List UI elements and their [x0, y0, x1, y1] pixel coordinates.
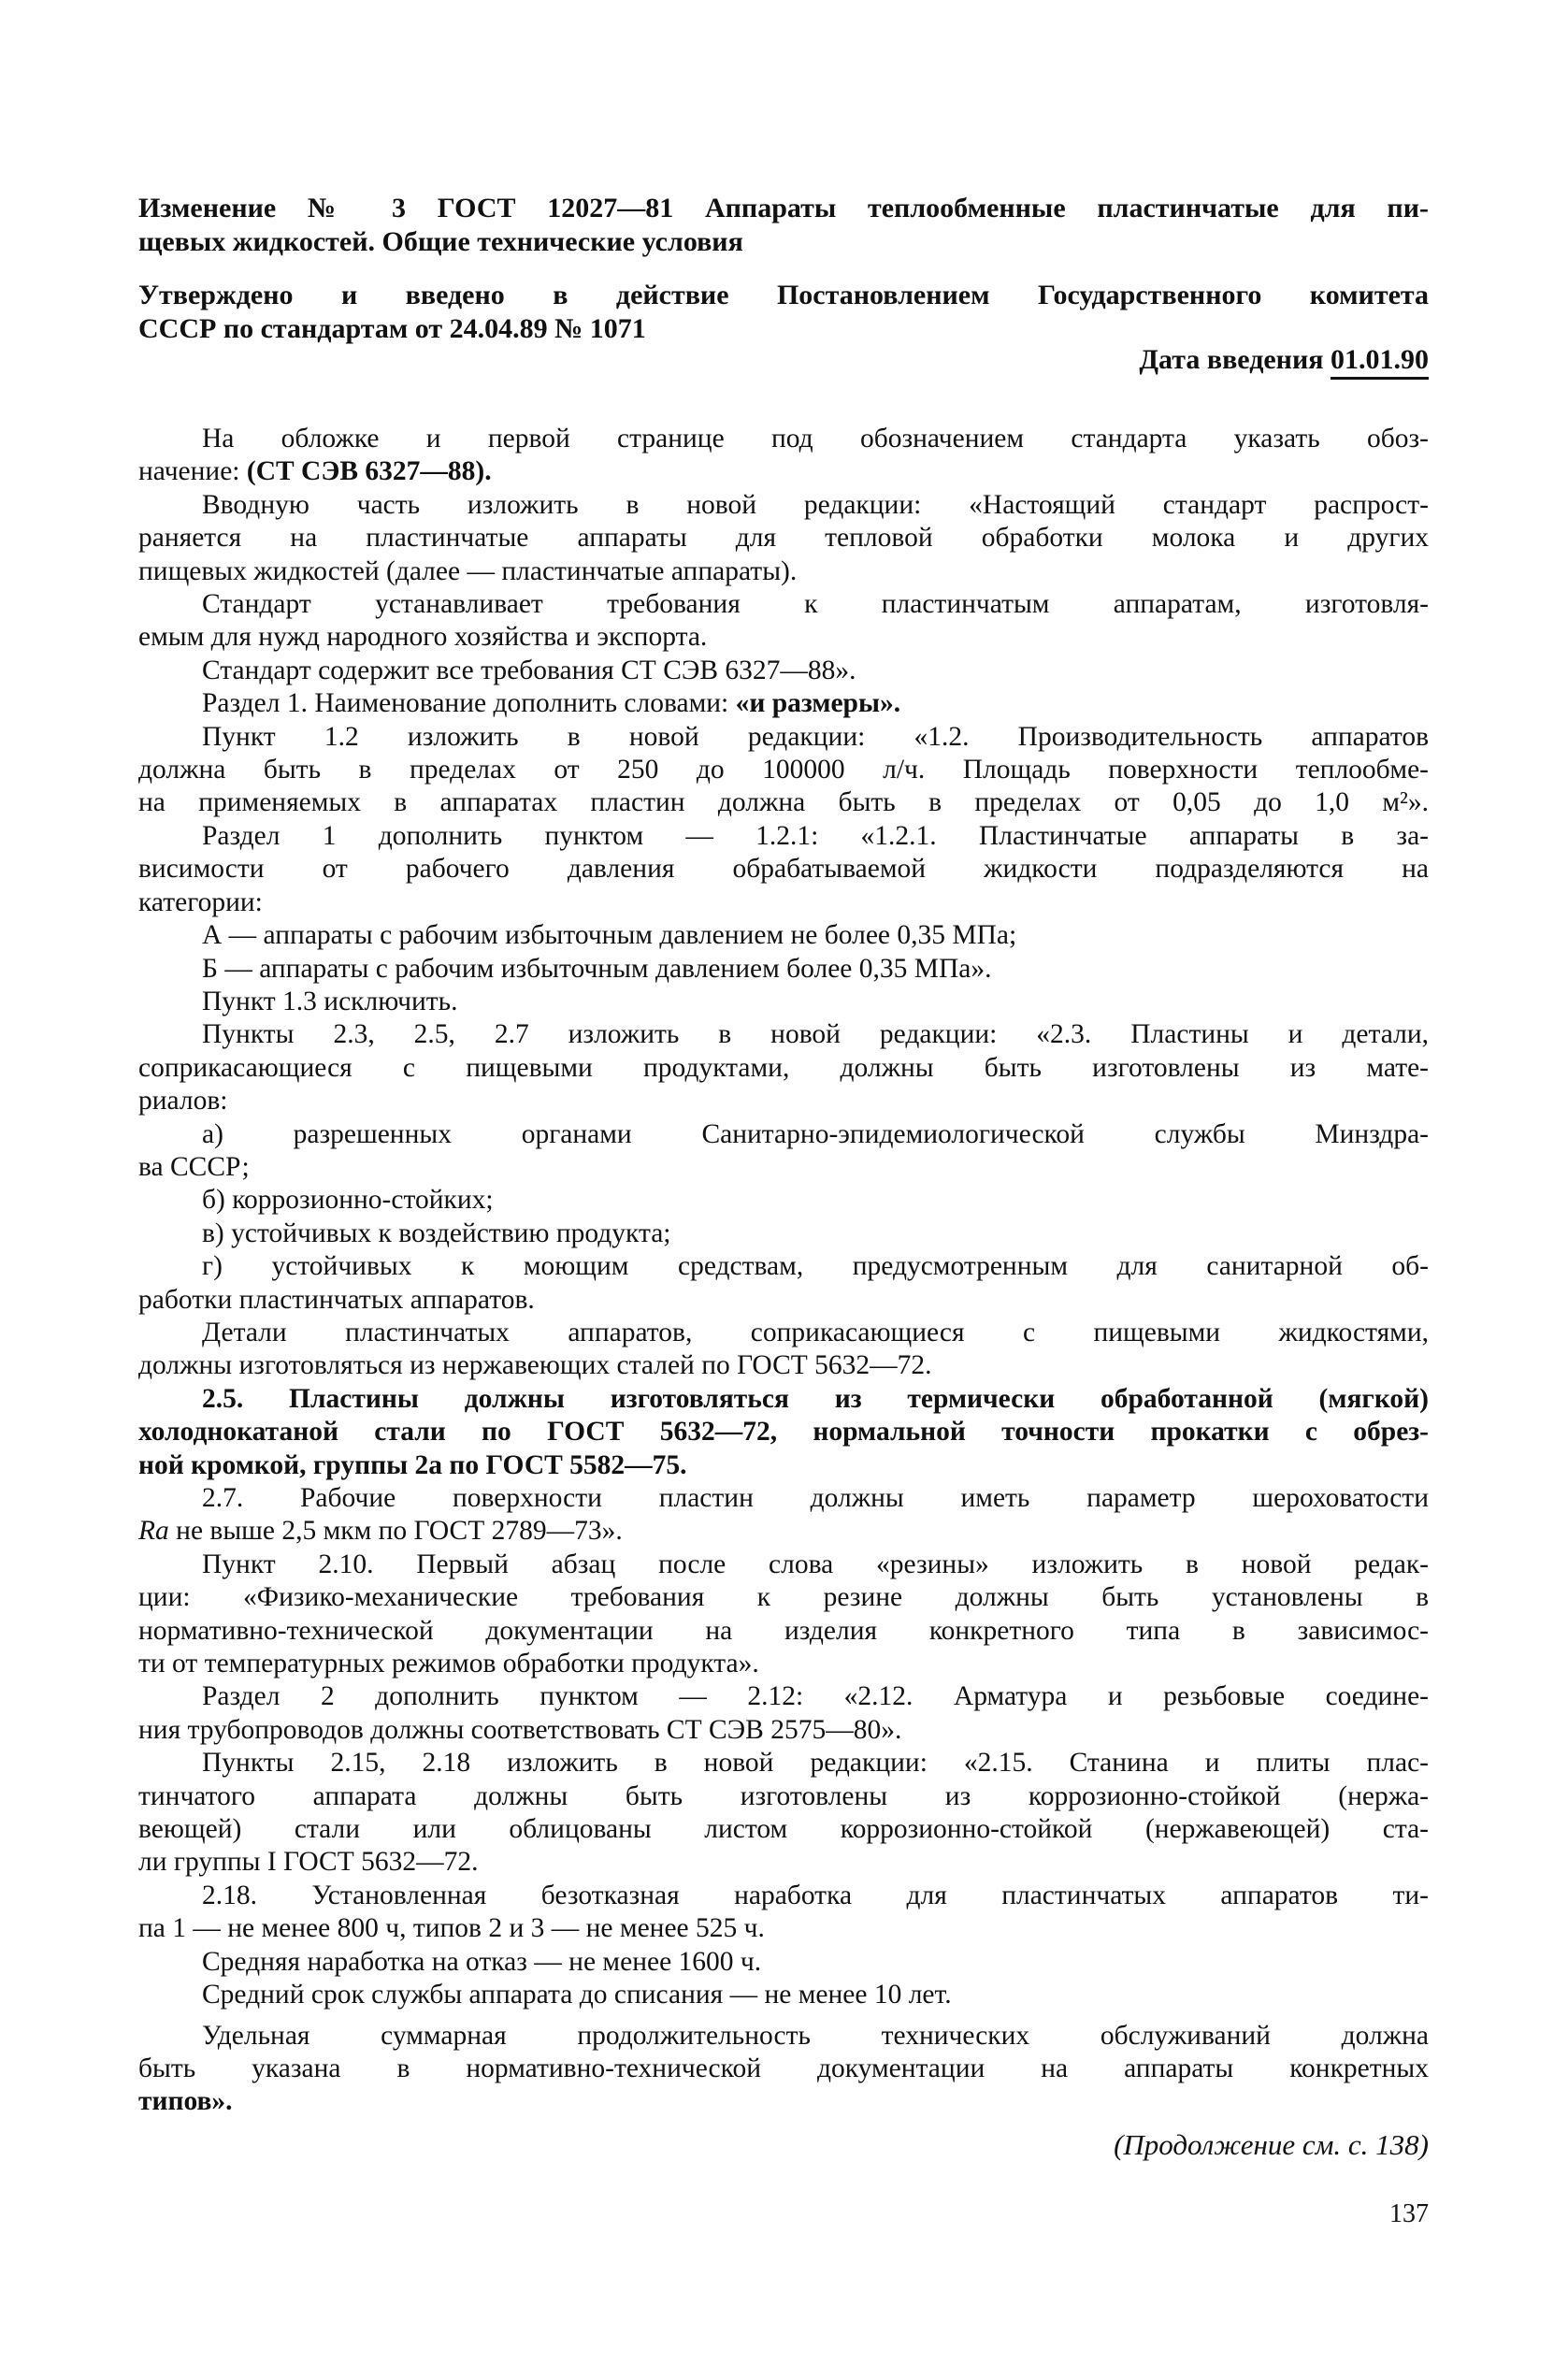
text-line — [138, 1680, 1429, 1713]
text-line — [138, 1449, 1429, 1482]
text-line — [138, 621, 1429, 654]
paragraph — [138, 820, 1429, 919]
text-line — [138, 655, 1429, 687]
text-segment: Пункт 2.10. Первый абзац после слова «резины» изложить в новой редак- — [202, 1549, 1429, 1579]
text-line — [138, 1780, 1429, 1813]
text-line — [138, 1581, 1429, 1614]
text-line — [138, 423, 1429, 455]
paragraph — [138, 919, 1429, 952]
text-line — [138, 919, 1429, 952]
text-segment: пищевых жидкостей (далее — пластинчатые аппараты). — [138, 555, 798, 586]
text-line — [138, 1317, 1429, 1349]
paragraph — [138, 655, 1429, 687]
text-segment: г) устойчивых к моющим средствам, предусмотренным для санитарной об- — [202, 1251, 1429, 1282]
paragraph — [138, 1018, 1429, 1117]
text-line — [138, 853, 1429, 886]
text-line — [138, 2085, 1429, 2118]
text-line — [138, 1250, 1429, 1283]
text-segment: Средняя наработка на отказ — не менее 1600 ч. — [202, 1946, 762, 1977]
text-line — [138, 1284, 1429, 1317]
text-line — [138, 1880, 1429, 1912]
text-line — [138, 820, 1429, 853]
text-segment: ной кромкой, группы 2а по ГОСТ 5582—75. — [138, 1449, 687, 1480]
text-segment: Пункт 1.2 изложить в новой редакции: «1.2. Производительность аппаратов — [202, 721, 1429, 752]
text-segment: Ra — [138, 1516, 169, 1547]
title-line: щевых жидкостей. Общие технические условия — [138, 226, 743, 257]
text-segment: 2.18. Установленная безотказная наработка для пластинчатых аппаратов ти- — [202, 1880, 1429, 1910]
text-line — [138, 1482, 1429, 1515]
text-segment: Стандарт содержит все требования СТ СЭВ 6327—88». — [202, 655, 856, 685]
text-segment: А — аппараты с рабочим избыточным давлением не более 0,35 МПа; — [202, 920, 1017, 951]
paragraph — [138, 687, 1429, 720]
text-line — [138, 687, 1429, 720]
text-segment: риалов: — [138, 1086, 228, 1117]
text-line — [138, 455, 1429, 488]
text-segment: На обложке и первой странице под обозначением стандарта указать обоз- — [202, 424, 1429, 454]
text-segment: работки пластинчатых аппаратов. — [138, 1284, 535, 1315]
paragraph — [138, 1549, 1429, 1681]
paragraph — [138, 1218, 1429, 1250]
text-segment: Пункт 1.3 исключить. — [202, 986, 458, 1016]
paragraph — [138, 1383, 1429, 1482]
text-line — [138, 1648, 1429, 1680]
text-line — [138, 1846, 1429, 1879]
paragraph — [138, 1680, 1429, 1747]
text-segment: Б — аппараты с рабочим избыточным давлением более 0,35 МПа». — [202, 953, 992, 984]
text-line — [138, 754, 1429, 786]
continuation-note: (Продолжение см. с. 138) — [1114, 2128, 1429, 2161]
paragraph — [138, 1184, 1429, 1217]
text-segment: раняется на пластинчатые аппараты для тепловой обработки молока и других — [138, 523, 1429, 554]
text-segment: б) коррозионно-стойких; — [202, 1185, 494, 1216]
date-label: Дата введения — [1139, 344, 1331, 375]
text-segment: Удельная суммарная продолжительность технических обслуживаний должна — [202, 2020, 1429, 2051]
text-line — [138, 522, 1429, 555]
text-segment: висимости от рабочего давления обрабатываемой жидкости подразделяются на — [138, 854, 1429, 885]
text-segment: категории: — [138, 886, 263, 917]
paragraph — [138, 1747, 1429, 1880]
approval-line: СССР по стандартам от 24.04.89 № 1071 — [138, 313, 646, 344]
text-line — [138, 2020, 1429, 2053]
title-line: Изменение № 3 ГОСТ 12027—81 Аппараты теплообменные пластинчатые для пи- — [138, 193, 1429, 223]
text-line — [138, 1747, 1429, 1779]
text-line — [138, 1349, 1429, 1382]
text-segment: Средний срок службы аппарата до списания — не менее 10 лет. — [202, 1980, 952, 2010]
text-line — [138, 721, 1429, 754]
text-line — [138, 1383, 1429, 1416]
text-segment: начение: — [138, 456, 247, 487]
text-line — [138, 555, 1429, 588]
text-line — [138, 1018, 1429, 1051]
text-line — [138, 886, 1429, 919]
text-segment: должна быть в пределах от 250 до 100000 л/ч. Площадь поверхности теплообме- — [138, 755, 1429, 785]
text-segment: Детали пластинчатых аппаратов, соприкасающиеся с пищевыми жидкостями, — [202, 1317, 1429, 1347]
text-line — [138, 1714, 1429, 1747]
text-line — [138, 1515, 1429, 1548]
text-segment: на применяемых в аппаратах пластин должна быть в пределах от 0,05 до 1,0 м²». — [138, 787, 1429, 818]
text-segment: емым для нужд народного хозяйства и экспорта. — [138, 622, 708, 653]
date-value: 01.01.90 — [1331, 344, 1429, 380]
paragraph — [138, 423, 1429, 489]
approval-statement — [138, 279, 1429, 346]
text-segment: Пункты 2.3, 2.5, 2.7 изложить в новой редакции: «2.3. Пластины и детали, — [202, 1019, 1429, 1050]
text-segment: Раздел 1. Наименование дополнить словами: — [202, 688, 736, 719]
text-segment: Раздел 1 дополнить пунктом — 1.2.1: «1.2.1. Пластинчатые аппараты в за- — [202, 820, 1429, 851]
text-line — [138, 1979, 1429, 2011]
text-segment: в) устойчивых к воздействию продукта; — [202, 1218, 671, 1248]
text-line — [138, 1085, 1429, 1117]
text-line — [138, 588, 1429, 621]
paragraph — [138, 1482, 1429, 1549]
text-segment: нормативно-технической документации на изделия конкретного типа в зависимос- — [138, 1615, 1429, 1646]
paragraph — [138, 1118, 1429, 1185]
text-segment: ции: «Физико-механические требования к резине должны быть установлены в — [138, 1582, 1429, 1613]
text-segment: холоднокатаной стали по ГОСТ 5632—72, нормальной точности прокатки с обрез- — [138, 1417, 1429, 1448]
text-line — [138, 1184, 1429, 1217]
text-segment: «и размеры». — [735, 688, 901, 719]
paragraph — [138, 489, 1429, 588]
text-segment: веющей) стали или облицованы листом коррозионно-стойкой (нержавеющей) ста- — [138, 1814, 1429, 1845]
text-line — [138, 1416, 1429, 1448]
text-segment: ли группы I ГОСТ 5632—72. — [138, 1847, 479, 1878]
paragraph — [138, 588, 1429, 655]
text-segment: ти от температурных режимов обработки продукта». — [138, 1649, 759, 1679]
paragraph — [138, 1250, 1429, 1317]
text-segment: Пункты 2.15, 2.18 изложить в новой редакции: «2.15. Станина и плиты плас- — [202, 1748, 1429, 1779]
paragraph — [138, 1880, 1429, 1946]
text-segment: па 1 — не менее 800 ч, типов 2 и 3 — не менее 525 ч. — [138, 1913, 765, 1944]
text-line — [138, 986, 1429, 1018]
text-segment: Вводную часть изложить в новой редакции: «Настоящий стандарт распрост- — [202, 489, 1429, 520]
text-segment: типов». — [138, 2086, 233, 2117]
text-line — [138, 1946, 1429, 1979]
paragraph — [138, 953, 1429, 986]
text-line — [138, 953, 1429, 986]
text-segment: Раздел 2 дополнить пунктом — 2.12: «2.12. Арматура и резьбовые соедине- — [202, 1681, 1429, 1712]
text-segment: 2.7. Рабочие поверхности пластин должны иметь параметр шероховатости — [202, 1483, 1429, 1513]
text-line — [138, 1615, 1429, 1648]
text-segment: (СТ СЭВ 6327—88). — [246, 456, 492, 487]
text-segment: должны изготовляться из нержавеющих сталей по ГОСТ 5632—72. — [138, 1350, 932, 1381]
text-segment: тинчатого аппарата должны быть изготовлены из коррозионно-стойкой (нержа- — [138, 1780, 1429, 1811]
paragraph — [138, 1317, 1429, 1383]
paragraph — [138, 1979, 1429, 2011]
paragraph — [138, 986, 1429, 1018]
effective-date — [1139, 344, 1429, 376]
text-line — [138, 489, 1429, 522]
amendment-title — [138, 192, 1429, 259]
text-segment: Стандарт устанавливает требования к пластинчатым аппаратам, изготовля- — [202, 589, 1429, 620]
text-line — [138, 786, 1429, 819]
text-line — [138, 1052, 1429, 1085]
text-segment: а) разрешенных органами Санитарно-эпидемиологической службы Минздра- — [202, 1118, 1429, 1149]
paragraph — [138, 1946, 1429, 1979]
text-line — [138, 1912, 1429, 1945]
text-segment: ния трубопроводов должны соответствовать СТ СЭВ 2575—80». — [138, 1714, 902, 1745]
text-segment: не выше 2,5 мкм по ГОСТ 2789—73». — [168, 1516, 623, 1547]
text-segment: соприкасающиеся с пищевыми продуктами, должны быть изготовлены из мате- — [138, 1052, 1429, 1083]
page-number: 137 — [1389, 2199, 1429, 2228]
text-line — [138, 1151, 1429, 1184]
text-segment: ва СССР; — [138, 1151, 250, 1182]
paragraph — [138, 2020, 1429, 2119]
text-segment: быть указана в нормативно-технической документации на аппараты конкретных — [138, 2053, 1429, 2083]
text-line — [138, 1118, 1429, 1151]
text-segment: 2.5. Пластины должны изготовляться из термически обработанной (мягкой) — [202, 1383, 1429, 1414]
text-line — [138, 1813, 1429, 1846]
text-line — [138, 1218, 1429, 1250]
text-line — [138, 1549, 1429, 1581]
paragraph — [138, 721, 1429, 820]
approval-line: Утверждено и введено в действие Постановлением Государственного комитета — [138, 280, 1429, 310]
document-body — [138, 423, 1429, 2119]
text-line — [138, 2053, 1429, 2085]
